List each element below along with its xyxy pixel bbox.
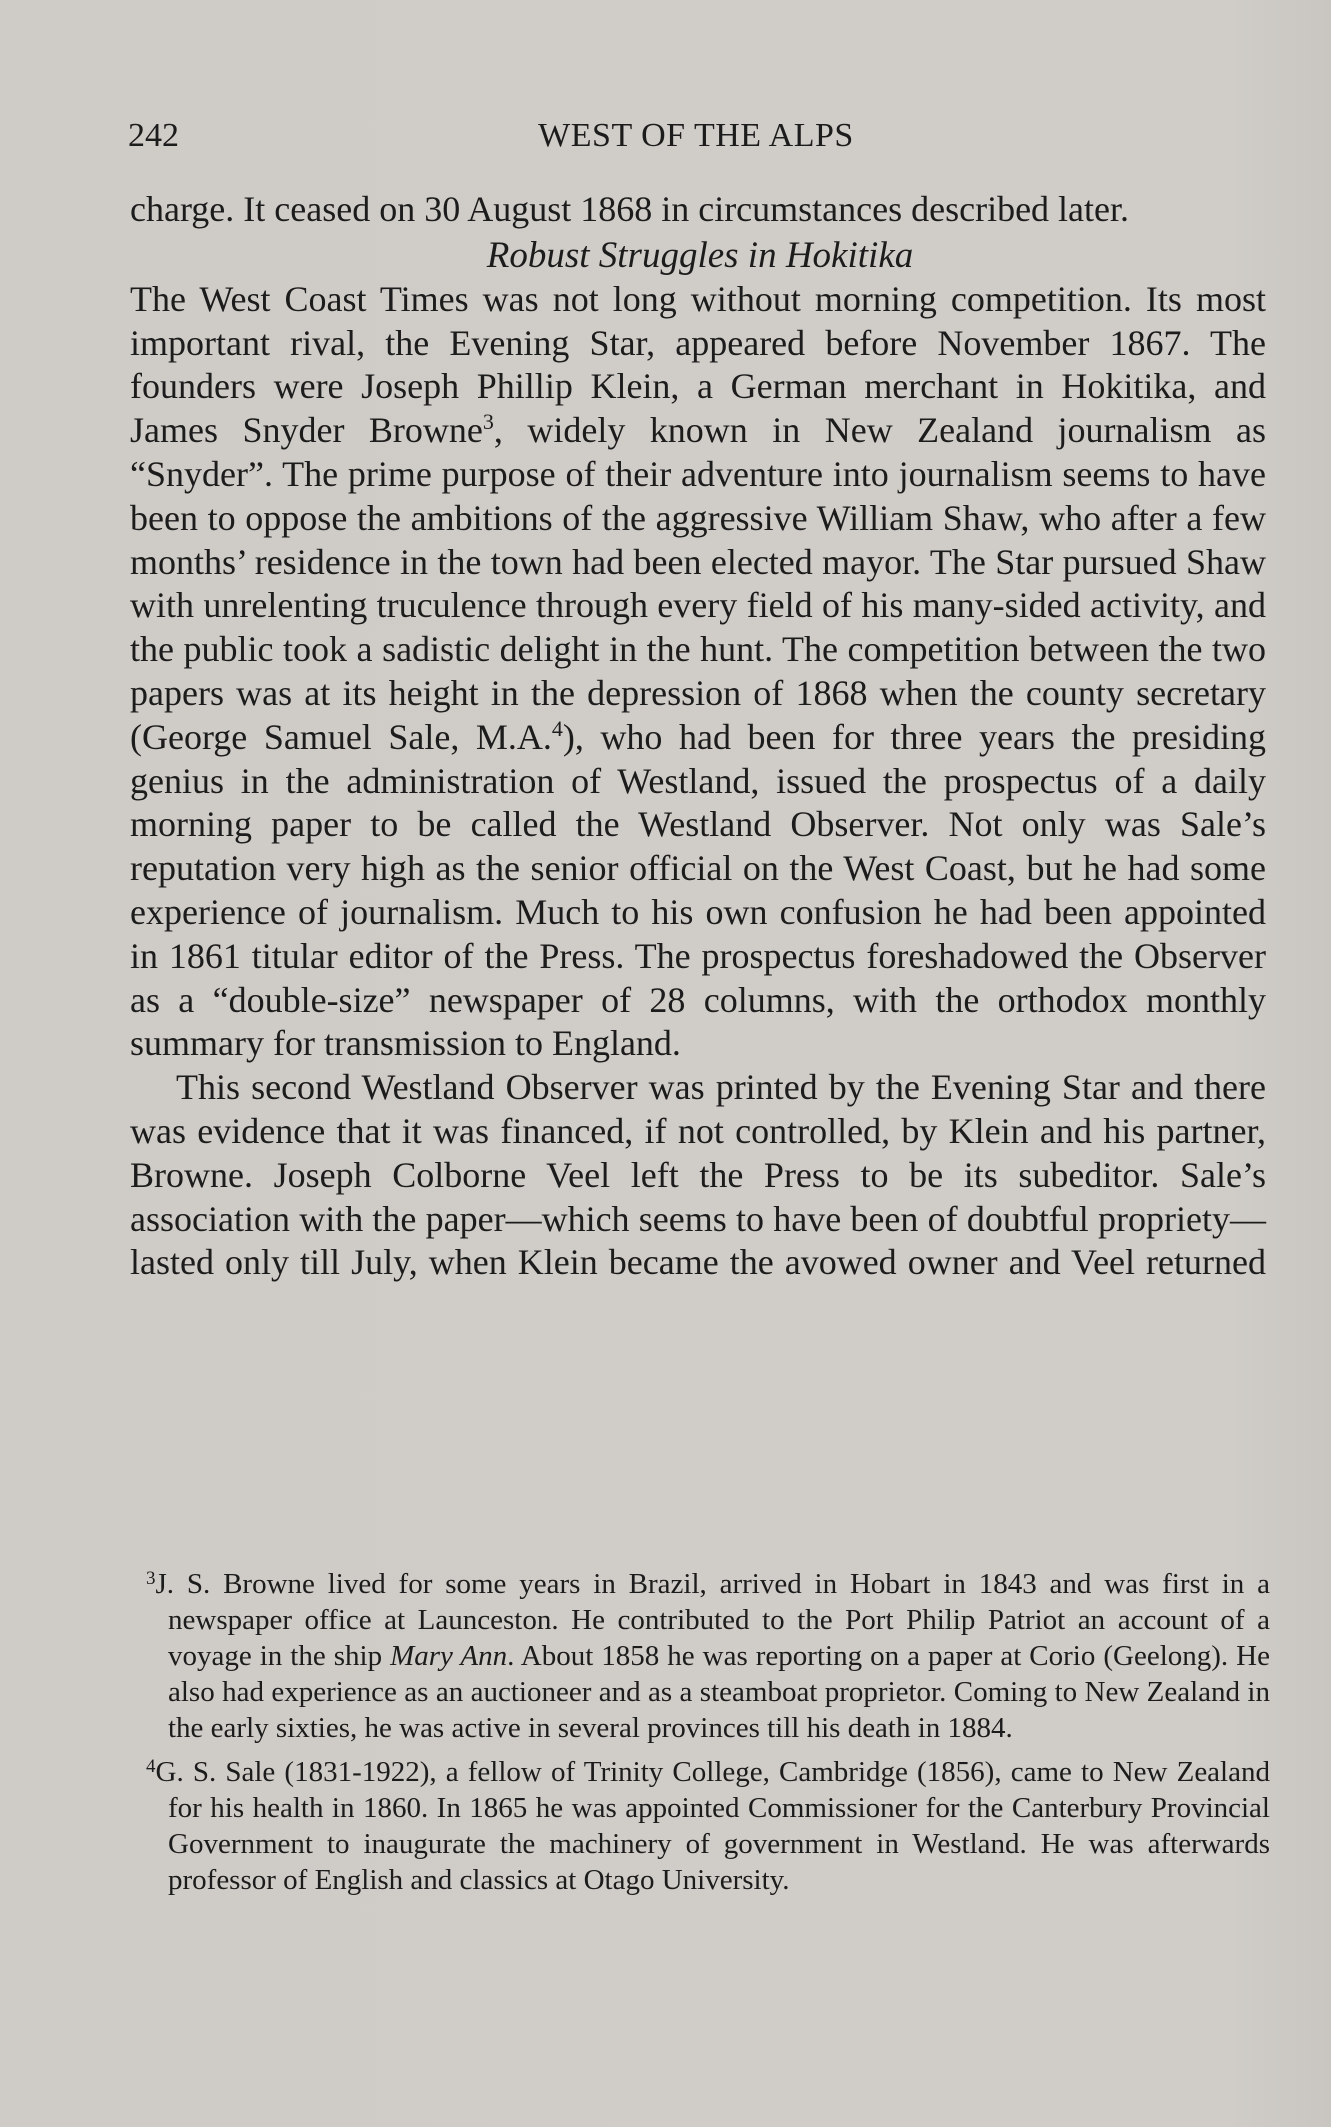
paragraph-1-text-a: The West Coast Times was not long without morning competition. Its most important rival, the Evening Star, appeared before November 1867. The founders were Joseph Phillip Klein, a German merchant in Hokitika, and James Snyder Browne: [130, 278, 1266, 451]
page-number: 242: [128, 117, 179, 154]
footnote-mark: 4: [146, 1756, 156, 1777]
paragraph-1-text-b: , widely known in New Zealand journalism as “Snyder”. The prime purpose of their adventure into journalism seems to have been to oppose the ambitions of the aggressive William Shaw, who after a few months’ residence in the town had been elected mayor. The Star pursued Shaw with unrelenting truculence through every field of his many-sided activity, and the public took a sadistic delight in the hunt. The competition between the two papers was at its height in the depression of 1868 when the county secretary (George Samuel Sale, M.A.: [130, 410, 1266, 757]
footnote-text: . About 1858 he was reporting on a paper at Corio (Geelong). He also had experience as an auctioneer and as a steamboat proprietor. Coming to New Zealand in the early sixties, he was active in several provinces till his death in 1884.: [168, 1640, 1270, 1744]
running-title: WEST OF THE ALPS: [538, 117, 854, 154]
footnote-4: [146, 1754, 1270, 1898]
footnotes: [146, 1566, 1270, 1906]
footnote-text: J. S. Browne lived for some years in Brazil, arrived in Hobart in 1843 and was first in a newspaper office at Launceston. He contributed to the Port Philip Patriot an account of a voyage in the ship: [155, 1568, 1270, 1672]
footnote-text: G. S. Sale (1831-1922), a fellow of Trinity College, Cambridge (1856), came to New Zealand for his health in 1860. In 1865 he was appointed Commissioner for the Canterbury Provincial Government to inaugurate the machinery of government in Westland. He was afterwards professor of English and classics at Otago University.: [155, 1756, 1270, 1896]
paragraph-2: This second Westland Observer was printed by the Evening Star and there was evidence that it was financed, if not controlled, by Klein and his partner, Browne. Joseph Colborne Veel left the Press to be its subeditor. Sale’s association with the paper—which seems to have been of doubtful propriety—lasted only till July, when Klein became the avowed owner and Veel returned: [130, 1067, 1266, 1283]
page-header: [128, 114, 1264, 158]
continued-paragraph: charge. It ceased on 30 August 1868 in circumstances described later.: [130, 189, 1130, 229]
footnote-ref-3: 3: [482, 409, 494, 435]
footnote-mark: 3: [146, 1568, 156, 1589]
section-heading: Robust Struggles in Hokitika: [486, 234, 914, 276]
paragraph-1: [130, 278, 1266, 1066]
body-text: [130, 188, 1266, 1285]
footnote-3: [146, 1566, 1270, 1746]
footnote-ref-4: 4: [551, 715, 563, 741]
paragraph-1-text-c: ), who had been for three years the presiding genius in the administration of Westland, issued the prospectus of a daily morning paper to be called the Westland Observer. Not only was Sale’s reputation very high as the senior official on the West Coast, but he had some experience of journalism. Much to his own confusion he had been appointed in 1861 titular editor of the Press. The prospectus foreshadowed the Observer as a “double-size” newspaper of 28 columns, with the orthodox monthly summary for transmission to England.: [130, 716, 1266, 1064]
footnote-italic: Mary Ann: [390, 1640, 508, 1672]
